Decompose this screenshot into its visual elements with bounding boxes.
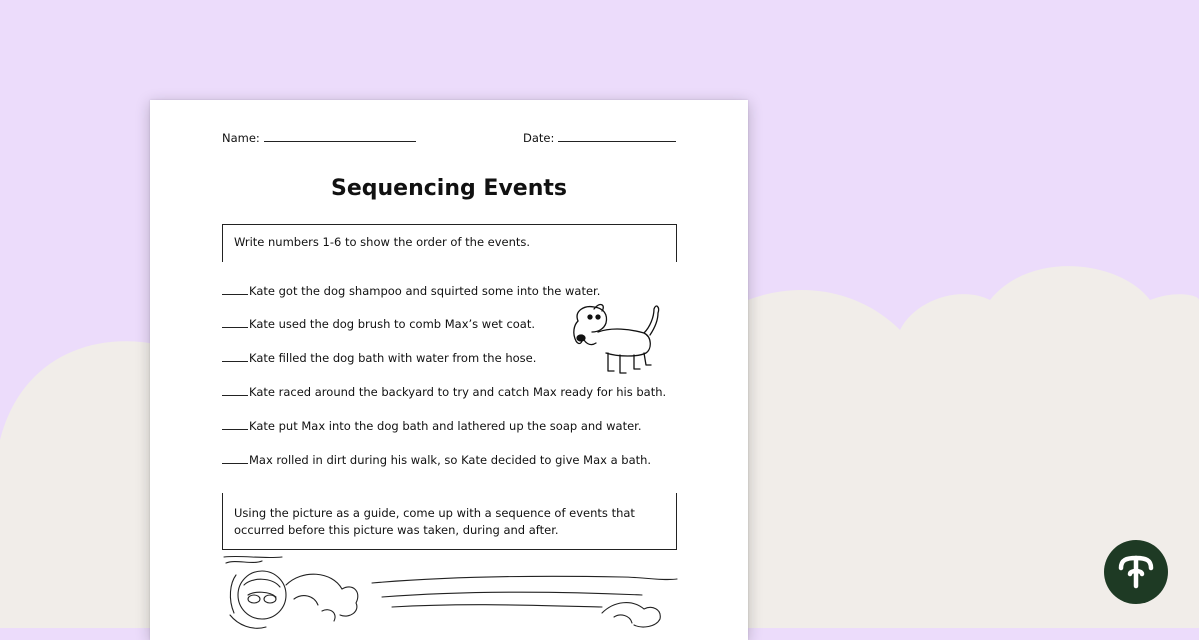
- event-text: Kate got the dog shampoo and squirted some into the water.: [249, 284, 601, 298]
- event-text: Kate used the dog brush to comb Max’s wet coat.: [249, 317, 536, 331]
- event-item-3: [222, 351, 536, 365]
- answer-blank: [222, 453, 248, 464]
- brand-logo-icon: [1104, 540, 1168, 604]
- event-text: Kate raced around the backyard to try and catch Max ready for his bath.: [249, 385, 667, 399]
- answer-blank: [222, 385, 248, 396]
- prompt-line-1: Using the picture as a guide, come up with a sequence of events that: [234, 506, 635, 520]
- dog-illustration: [568, 299, 673, 379]
- answer-blank: [222, 284, 248, 295]
- answer-blank: [222, 317, 248, 328]
- prompt-box: [222, 493, 677, 550]
- name-blank: [264, 131, 416, 142]
- name-field: [222, 131, 416, 145]
- date-field: [523, 131, 676, 145]
- worksheet-page: [150, 100, 748, 640]
- event-item-2: [222, 317, 535, 331]
- event-item-4: [222, 385, 666, 399]
- prompt-line-2: occurred before this picture was taken, during and after.: [234, 523, 559, 537]
- worksheet-title: Sequencing Events: [331, 176, 567, 201]
- answer-blank: [222, 419, 248, 430]
- date-label: Date:: [523, 131, 555, 145]
- event-item-1: [222, 284, 600, 298]
- event-text: Kate put Max into the dog bath and lathered up the soap and water.: [249, 419, 642, 433]
- event-item-5: [222, 419, 641, 433]
- name-label: Name:: [222, 131, 260, 145]
- instruction-text: Write numbers 1-6 to show the order of the events.: [234, 235, 531, 249]
- answer-blank: [222, 351, 248, 362]
- backyard-bath-illustration: [222, 555, 682, 640]
- instruction-box: [222, 224, 677, 262]
- brand-logo-glyph: [1104, 540, 1168, 604]
- date-blank: [558, 131, 676, 142]
- event-item-6: [222, 453, 651, 467]
- event-text: Kate filled the dog bath with water from the hose.: [249, 351, 537, 365]
- event-text: Max rolled in dirt during his walk, so Kate decided to give Max a bath.: [249, 453, 652, 467]
